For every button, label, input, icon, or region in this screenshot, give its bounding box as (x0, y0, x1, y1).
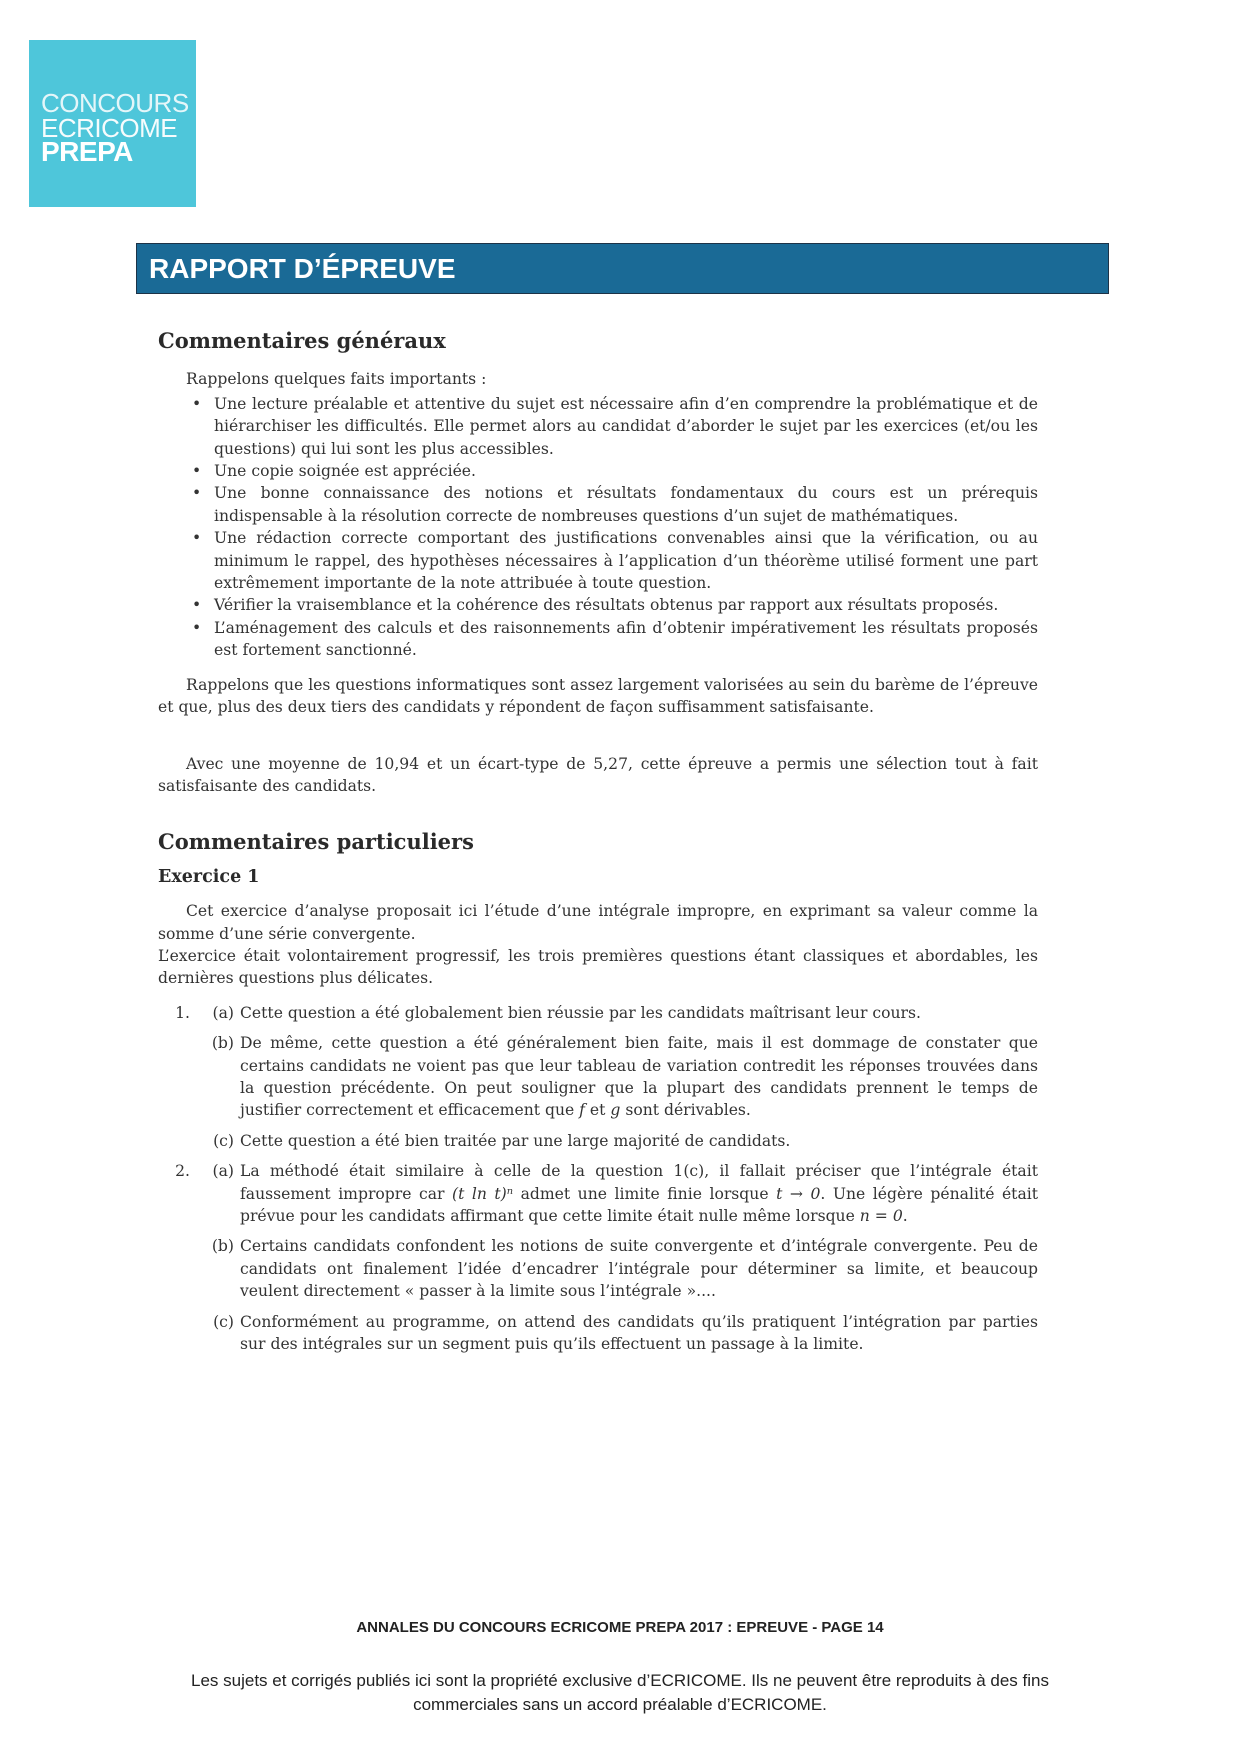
page-footer-title: ANNALES DU CONCOURS ECRICOME PREPA 2017 : EPREUVE - PAGE 14 (356, 1619, 884, 1636)
question-letter: (c) (213, 1131, 234, 1150)
general-intro: Rappelons quelques faits importants : (186, 370, 487, 389)
paragraph-informatique: Rappelons que les questions informatiques sont assez largement valorisées au sein du barème de l’épreuve et que, plus des deux tiers des candidats y répondent de façon suffisamment satisfaisante. (158, 675, 1038, 717)
report-body (158, 330, 1038, 1363)
question-text: Conformément au programme, on attend des candidats qu’ils pratiquent l’intégration par parties sur des intégrales sur un segment puis qu’ils effectuent un passage à la limite. (240, 1312, 1038, 1354)
question-number: 1. (175, 1003, 190, 1022)
exercise-intro-1: Cet exercice d’analyse proposait ici l’étude d’une intégrale impropre, en exprimant sa valeur comme la somme d’une série convergente. (158, 902, 1038, 943)
particular-heading: Commentaires particuliers (158, 829, 474, 855)
question-number: 2. (175, 1162, 190, 1181)
question-2a (158, 1160, 1038, 1227)
list-item: • Une lecture préalable et attentive du sujet est nécessaire afin d’en comprendre la problématique et de hiérarchiser les difficultés. Elle permet alors au candidat d’aborder le sujet par les exercices (et/ou les questions) qui lui sont les plus accessibles. (214, 393, 1038, 460)
question-1b (158, 1032, 1038, 1122)
list-item: • Une bonne connaissance des notions et résultats fondamentaux du cours est un prérequis indispensable à la résolution correcte de nombreuses questions d’un sujet de mathématiques. (214, 482, 1038, 527)
question-letter: (a) (212, 1162, 234, 1181)
list-item: • Une copie soignée est appréciée. (214, 460, 1038, 482)
list-item: • Vérifier la vraisemblance et la cohérence des résultats obtenus par rapport aux résultats proposés. (214, 594, 1038, 616)
question-1a (158, 1002, 1038, 1024)
page-footer-notice: Les sujets et corrigés publiés ici sont la propriété exclusive d’ECRICOME. Ils ne peuvent être reproduits à des fins commerciales sans un accord préalable d’ECRICOME. (191, 1671, 1049, 1714)
logo-line-prepa: PREPA (41, 136, 133, 167)
question-letter: (b) (211, 1034, 234, 1053)
question-2b (158, 1235, 1038, 1302)
exercise-title: Exercice 1 (158, 866, 260, 887)
list-item: • Une rédaction correcte comportant des justifications convenables ainsi que la vérification, ou au minimum le rappel, des hypothèses nécessaires à l’application d’un théorème utilisé forment une part extrêmement importante de la note attribuée à toute question. (214, 527, 1038, 594)
title-banner (136, 243, 1109, 294)
general-heading: Commentaires généraux (158, 328, 446, 353)
question-text: Certains candidats confondent les notions de suite convergente et d’intégrale convergente. Peu de candidats ont finalement l’idée d’encadrer l’intégrale pour déterminer sa limite, et beaucoup veulent directement « passer à la limite sous l’intégrale ».... (240, 1237, 1038, 1301)
question-text: Cette question a été globalement bien réussie par les candidats maîtrisant leur cours. (240, 1003, 921, 1022)
question-text: De même, cette question a été généralement bien faite, mais il est dommage de constater que certains candidats ne voient pas que leur tableau de variation contredit les réponses trouvées dans la question précédente. On peut souligner que la plupart des candidats prennent le temps de justifier correctement et efficacement que f et g sont dérivables. (240, 1034, 1038, 1120)
question-text: Cette question a été bien traitée par une large majorité de candidats. (240, 1131, 791, 1150)
banner-title: RAPPORT D’ÉPREUVE (149, 253, 456, 284)
question-letter: (a) (212, 1003, 234, 1022)
question-2c (158, 1311, 1038, 1356)
question-letter: (c) (213, 1312, 234, 1331)
question-1c (158, 1130, 1038, 1152)
general-bullet-list (158, 393, 1038, 662)
question-letter: (b) (211, 1237, 234, 1256)
question-list (158, 1002, 1038, 1356)
logo-line-ecricome: ECRICOME (41, 113, 178, 143)
ecricome-logo (29, 40, 196, 207)
exercise-intro-2: L’exercice était volontairement progressif, les trois premières questions étant classiques et abordables, les dernières questions plus délicates. (158, 946, 1038, 988)
paragraph-moyenne: Avec une moyenne de 10,94 et un écart-type de 5,27, cette épreuve a permis une sélection tout à fait satisfaisante des candidats. (158, 754, 1038, 795)
list-item: • L’aménagement des calculs et des raisonnements afin d’obtenir impérativement les résultats proposés est fortement sanctionné. (214, 617, 1038, 662)
question-text: La méthodé était similaire à celle de la question 1(c), il fallait préciser que l’intégrale était faussement impropre car (t ln t)ⁿ admet une limite finie lorsque t → 0. Une légère pénalité était prévue pour les candidats affirmant que cette limite était nulle même lorsque n = 0. (240, 1162, 1038, 1225)
logo-line-concours: CONCOURS (41, 88, 189, 118)
